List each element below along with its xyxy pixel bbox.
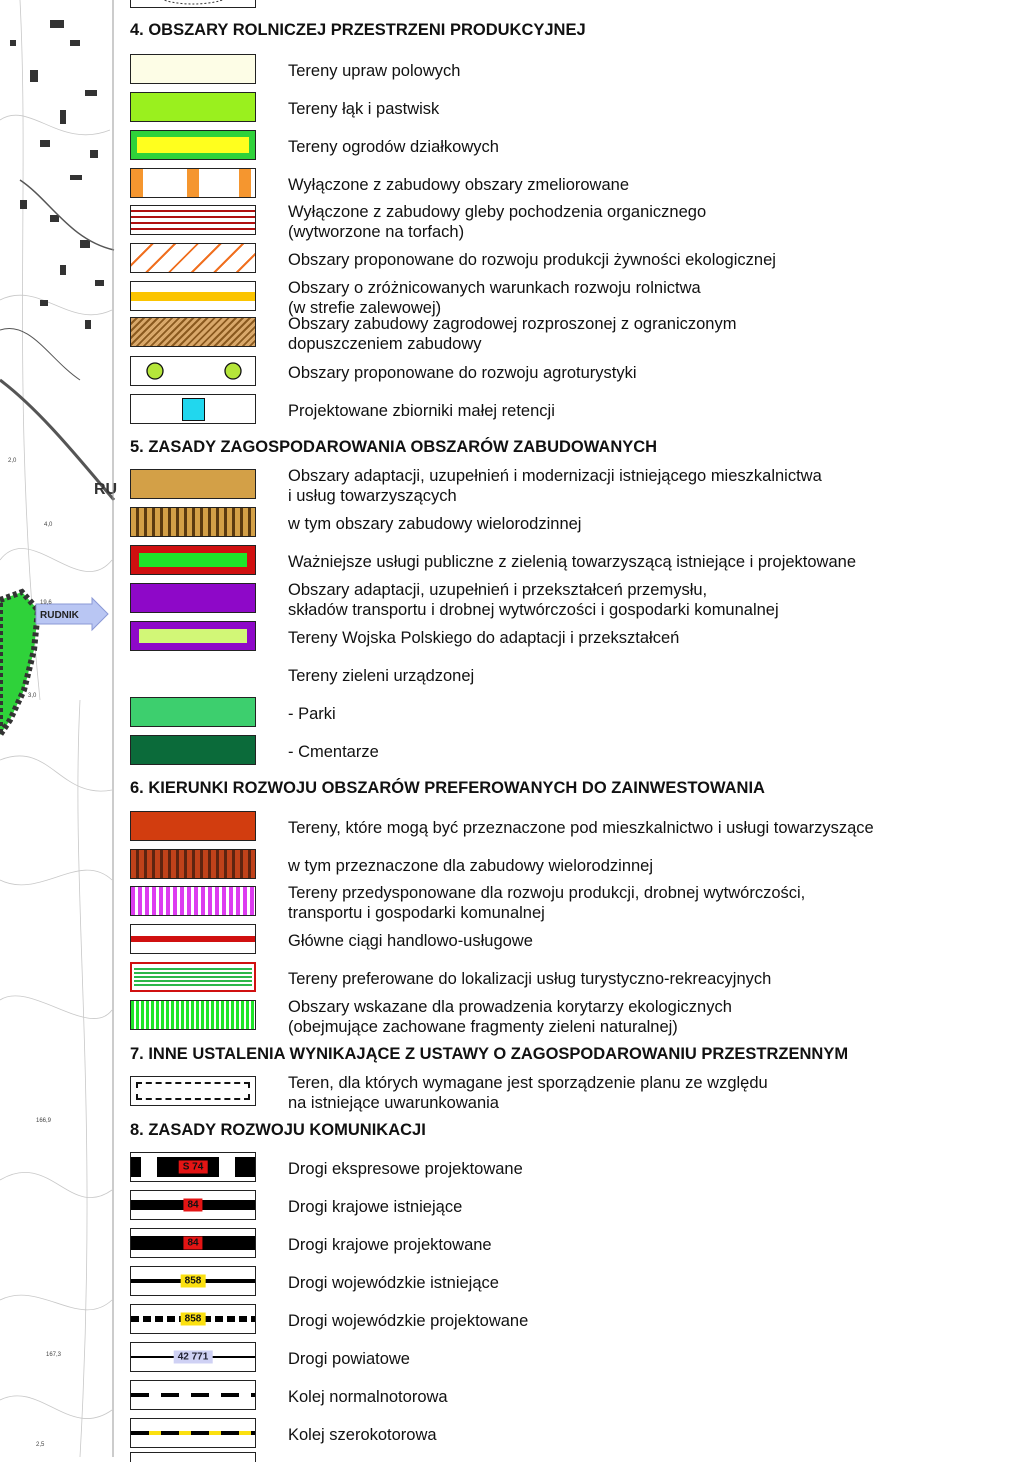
item-label: Kolej szerokotorowa: [288, 1426, 437, 1444]
item-label: Teren, dla których wymagane jest sporządzenie planu ze względu: [288, 1074, 768, 1092]
legend-item: [114, 1264, 1024, 1302]
item-label: Tereny preferowane do lokalizacji usług turystyczno-rekreacyjnych: [288, 970, 772, 988]
swatch-future-housing: [130, 811, 256, 841]
legend-item: [114, 354, 1024, 392]
partial-place-label: RU: [94, 481, 118, 498]
spot-height: 19,6: [40, 600, 52, 606]
item-label: Obszary adaptacji, uzupełnień i modernizacji istniejącego mieszkalnictwa: [288, 467, 822, 485]
swatch-voivodeship-road-planned: [130, 1304, 256, 1334]
swatch-organic-food: [130, 243, 256, 273]
legend-item: [114, 809, 1024, 847]
item-label: Tereny Wojska Polskiego do adaptacji i przekształceń: [288, 629, 680, 647]
item-label: Wyłączone z zabudowy obszary zmeliorowane: [288, 176, 630, 194]
swatch-organic-soils: [130, 205, 256, 235]
section-title: 5. ZASADY ZAGOSPODAROWANIA OBSZARÓW ZABUDOWANYCH: [130, 438, 658, 456]
swatch-standard-gauge-railway: [130, 1380, 256, 1410]
place-label: RUDNIK: [40, 610, 79, 621]
item-label-line2: (obejmujące zachowane fragmenty zieleni naturalnej): [288, 1018, 678, 1036]
swatch-field-crops: [130, 54, 256, 84]
item-label: Drogi krajowe istniejące: [288, 1198, 463, 1216]
legend-item: [114, 241, 1024, 279]
legend-item: [114, 1416, 1024, 1454]
item-label: Tereny ogrodów działkowych: [288, 138, 499, 156]
legend-item: [114, 467, 1024, 505]
item-label: - Cmentarze: [288, 743, 379, 761]
legend-item: [114, 392, 1024, 430]
item-label-line2: i usług towarzyszących: [288, 487, 457, 505]
section-title: 4. OBSZARY ROLNICZEJ PRZESTRZENI PRODUKCYJNEJ: [130, 21, 586, 39]
item-label-line2: transportu i gospodarki komunalnej: [288, 904, 545, 922]
swatch-industry: [130, 583, 256, 613]
item-label: Drogi krajowe projektowane: [288, 1236, 492, 1254]
item-label: Główne ciągi handlowo-usługowe: [288, 932, 533, 950]
legend-item: [114, 1378, 1024, 1416]
item-label: Tereny łąk i pastwisk: [288, 100, 440, 118]
swatch-flood-zone: [130, 281, 256, 311]
legend-item: [114, 166, 1024, 204]
swatch-drained-areas: [130, 168, 256, 198]
swatch-plan-required: [130, 1076, 256, 1106]
legend-item: [114, 1074, 1024, 1112]
legend-item: [114, 998, 1024, 1036]
swatch-production: [130, 886, 256, 916]
legend-item: [114, 960, 1024, 998]
swatch-cemeteries: [130, 735, 256, 765]
item-label: Tereny, które mogą być przeznaczone pod mieszkalnictwo i usługi towarzyszące: [288, 819, 874, 837]
legend-item: [114, 203, 1024, 241]
swatch-meadows: [130, 92, 256, 122]
legend-item: [114, 315, 1024, 353]
item-label: Projektowane zbiorniki małej retencji: [288, 402, 555, 420]
item-label: w tym przeznaczone dla zabudowy wielorodzinnej: [288, 857, 654, 875]
section-title: 8. ZASADY ROZWOJU KOMUNIKACJI: [130, 1121, 426, 1139]
legend-item: [114, 1302, 1024, 1340]
item-label: Obszary zabudowy zagrodowej rozproszonej z ograniczonym: [288, 315, 737, 333]
map-fragment[interactable]: [0, 0, 118, 1457]
item-label: Obszary wskazane dla prowadzenia korytarzy ekologicznych: [288, 998, 732, 1016]
section-title: 6. KIERUNKI ROZWOJU OBSZARÓW PREFEROWANYCH DO ZAINWESTOWANIA: [130, 779, 765, 797]
legend-item: [114, 695, 1024, 733]
item-label: Drogi wojewódzkie projektowane: [288, 1312, 529, 1330]
legend-item: [114, 90, 1024, 128]
road-number: 858: [181, 1275, 206, 1288]
section-title: 7. INNE USTALENIA WYNIKAJĄCE Z USTAWY O ZAGOSPODAROWANIU PRZESTRZENNYM: [130, 1045, 849, 1063]
map-legend: [114, 0, 1024, 1457]
item-label: Drogi wojewódzkie istniejące: [288, 1274, 499, 1292]
road-number: S 74: [179, 1161, 208, 1174]
legend-item: [114, 581, 1024, 619]
item-label: Tereny przedysponowane dla rozwoju produkcji, drobnej wytwórczości,: [288, 884, 806, 902]
item-label: Tereny zieleni urządzonej: [288, 667, 475, 685]
spot-height: 166,9: [36, 1118, 52, 1124]
item-label: Obszary proponowane do rozwoju produkcji żywności ekologicznej: [288, 251, 776, 269]
item-label: Drogi powiatowe: [288, 1350, 410, 1368]
swatch-housing-adaptation: [130, 469, 256, 499]
legend-item: [114, 922, 1024, 960]
legend-item: [114, 279, 1024, 317]
swatch-national-road-existing: [130, 1190, 256, 1220]
spot-height: 2,5: [36, 1442, 45, 1448]
swatch-allotment-gardens: [130, 130, 256, 160]
legend-item: [114, 733, 1024, 771]
swatch-ecological-corridors: [130, 1000, 256, 1030]
swatch-public-services: [130, 545, 256, 575]
item-label-line2: składów transportu i drobnej wytwórczości i gospodarki komunalnej: [288, 601, 779, 619]
road-number: 84: [183, 1237, 202, 1250]
item-label-line2: (w strefie zalewowej): [288, 299, 442, 317]
legend-item: [114, 619, 1024, 657]
legend-item: [114, 1340, 1024, 1378]
road-number: 858: [181, 1313, 206, 1326]
item-label: Obszary adaptacji, uzupełnień i przekształceń przemysłu,: [288, 581, 708, 599]
legend-item: [114, 884, 1024, 922]
swatch-national-road-planned: [130, 1228, 256, 1258]
spot-height: 4,0: [44, 522, 53, 528]
legend-item: [114, 128, 1024, 166]
swatch-tourism: [130, 962, 256, 992]
legend-item: [114, 1226, 1024, 1264]
swatch-scattered-farmsteads: [130, 317, 256, 347]
legend-item: [114, 847, 1024, 885]
legend-item: [114, 657, 1024, 695]
legend-item: [114, 505, 1024, 543]
legend-item: [114, 1188, 1024, 1226]
road-number: 84: [183, 1199, 202, 1212]
spot-height: 2,0: [8, 458, 17, 464]
item-label-line2: na istniejące uwarunkowania: [288, 1094, 499, 1112]
swatch-future-multi-family: [130, 849, 256, 879]
swatch-multi-family: [130, 507, 256, 537]
spot-height: 3,0: [28, 693, 37, 699]
swatch-voivodeship-road-existing: [130, 1266, 256, 1296]
spot-height: 167,3: [46, 1352, 62, 1358]
item-label: Obszary proponowane do rozwoju agroturystyki: [288, 364, 637, 382]
swatch-agritourism: [130, 356, 256, 386]
legend-item: [114, 543, 1024, 581]
item-label-line2: (wytworzone na torfach): [288, 223, 465, 241]
item-label: Kolej normalnotorowa: [288, 1388, 448, 1406]
swatch-military: [130, 621, 256, 651]
item-label: Obszary o zróżnicowanych warunkach rozwoju rolnictwa: [288, 279, 701, 297]
swatch-expressway-planned: [130, 1152, 256, 1182]
road-number: 42 771: [174, 1351, 213, 1364]
item-label: Tereny upraw polowych: [288, 62, 461, 80]
swatch-district-road: [130, 1342, 256, 1372]
swatch-broad-gauge-railway: [130, 1418, 256, 1448]
item-label: Ważniejsze usługi publiczne z zielenią towarzyszącą istniejące i projektowane: [288, 553, 857, 571]
item-label: w tym obszary zabudowy wielorodzinnej: [288, 515, 582, 533]
cut-off-swatch: [130, 1452, 256, 1462]
legend-item: [114, 52, 1024, 90]
cut-off-swatch: [130, 0, 256, 8]
swatch-retention-reservoirs: [130, 394, 256, 424]
item-label-line2: dopuszczeniem zabudowy: [288, 335, 482, 353]
swatch-parks: [130, 697, 256, 727]
item-label: Wyłączone z zabudowy gleby pochodzenia organicznego: [288, 203, 707, 221]
item-label: Drogi ekspresowe projektowane: [288, 1160, 523, 1178]
legend-item: [114, 1150, 1024, 1188]
item-label: - Parki: [288, 705, 336, 723]
swatch-commercial-corridors: [130, 924, 256, 954]
